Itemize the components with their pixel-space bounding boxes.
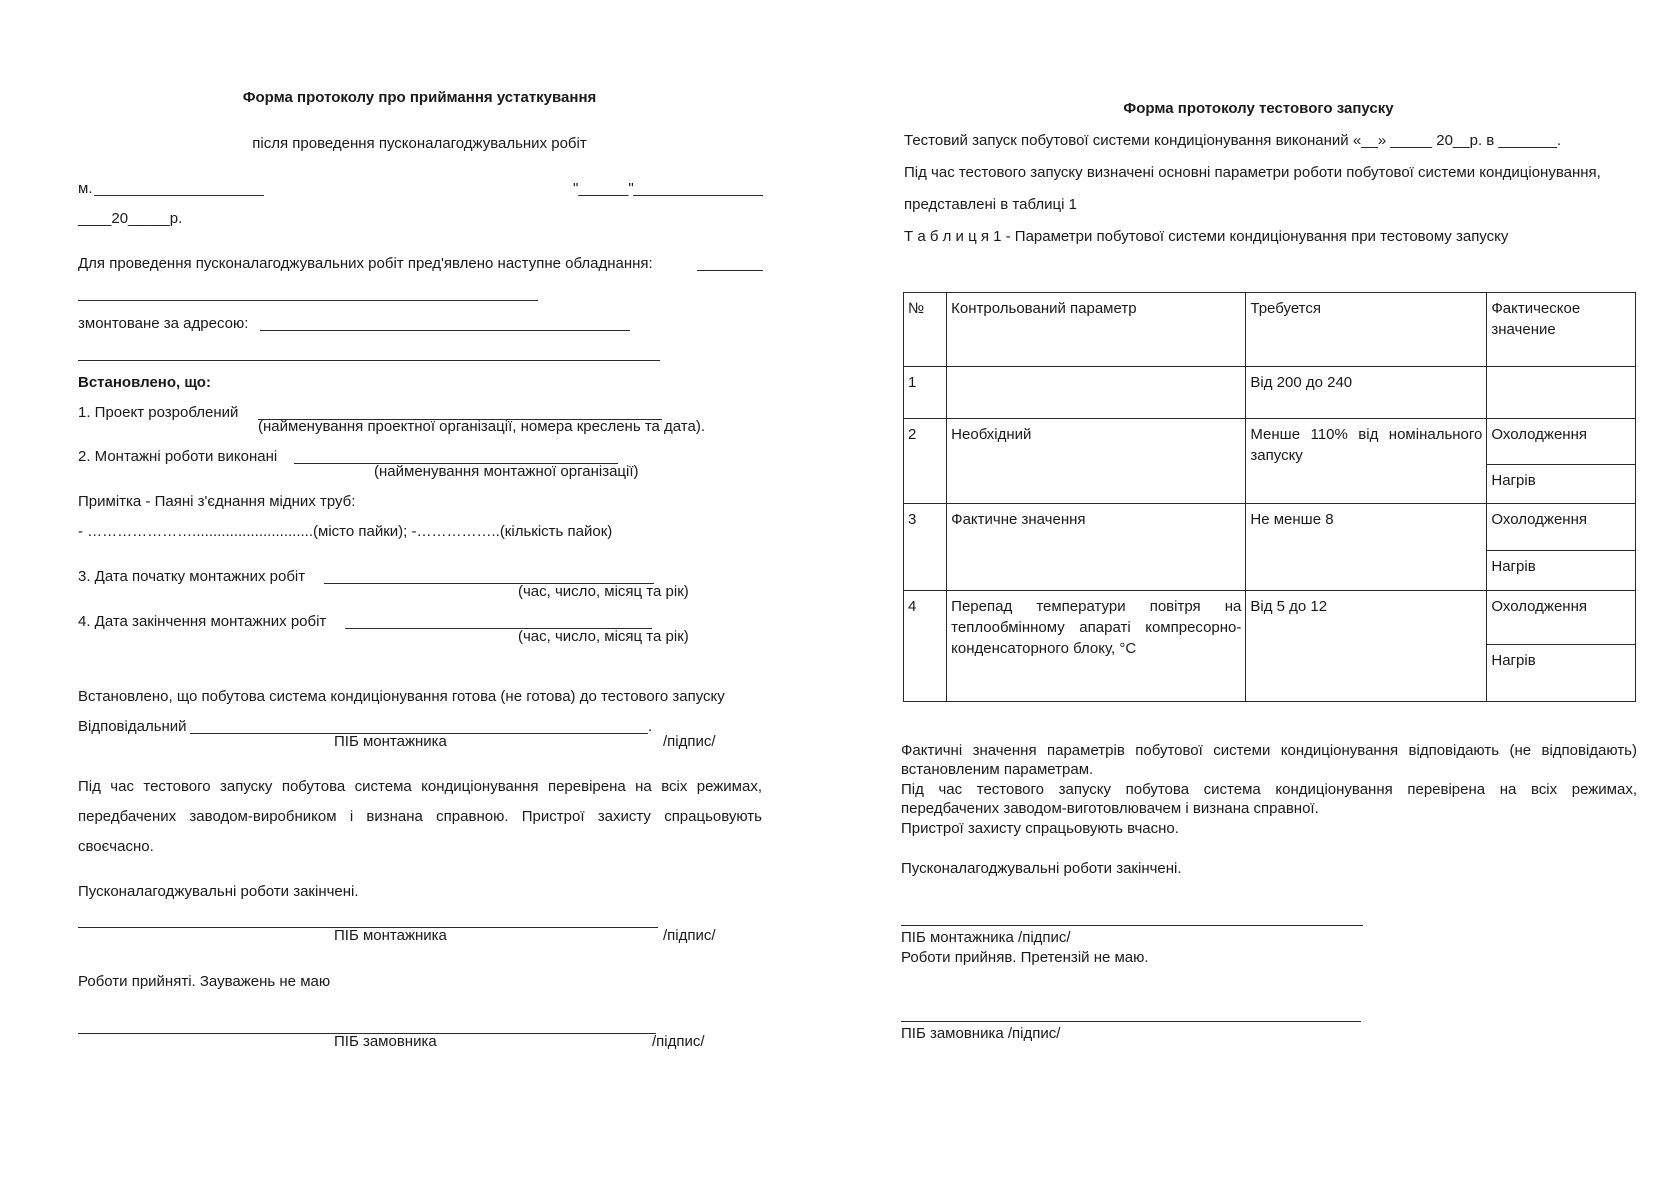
responsible-caption: ПІБ монтажника [334,733,447,750]
conclusion-line-5: Пристрої захисту спрацьовують вчасно. [901,820,1179,837]
conclusion-line-4: передбачених заводом-виготовлювачем і визнана справної. [901,800,1319,817]
row-actual-heating[interactable]: Нагрів [1487,645,1636,702]
row-param: Перепад температури повітря на теплообмінному апараті компресорно-конденсаторного блоку, °С [947,591,1246,702]
finished-text: Пусконалагоджувальні роботи закінчені. [78,883,359,900]
finished-text: Пусконалагоджувальні роботи закінчені. [901,860,1182,877]
date-field[interactable] [633,195,763,196]
city-label: м. [78,180,93,197]
installer-sign-field[interactable] [901,925,1363,926]
header-actual: Фактическое значение [1487,293,1636,367]
table-header-row [904,293,1636,367]
row-num: 2 [904,419,947,504]
signature-2: /підпис/ [663,927,716,944]
header-required: Требуется [1246,293,1487,367]
row-actual-heating[interactable]: Нагрів [1487,465,1636,504]
test-para-line-1: Під час тестового запуску побутова система кондиціонування перевірена на всіх режимах, [78,778,762,795]
params-line-cont: представлені в таблиці 1 [904,196,1077,213]
city-field[interactable] [94,195,264,196]
test-run-protocol-form [839,0,1678,1191]
table-row [904,367,1636,419]
equipment-text: Для проведення пусконалагоджувальних робіт пред'явлено наступне обладнання: [78,255,653,272]
customer-signature: ПІБ замовника /підпис/ [901,1025,1061,1042]
item2-label: 2. Монтажні роботи виконані [78,448,278,465]
installer-caption: ПІБ монтажника [334,927,447,944]
date-quote: "______" [573,180,634,197]
conclusion-line-1: Фактичні значення параметрів побутової системи кондиціонування відповідають (не відповідають) [901,742,1637,759]
row-actual[interactable] [1487,367,1636,419]
item4-hint: (час, число, місяц та рік) [518,628,689,645]
item3-label: 3. Дата початку монтажних робіт [78,568,306,585]
signature-3: /підпис/ [652,1033,705,1050]
year-line: ____20_____р. [78,210,183,227]
row-required: Менше 110% від номінального запуску [1246,419,1487,504]
item1-label: 1. Проект розроблений [78,404,239,421]
table-row [904,419,1636,465]
customer-caption: ПІБ замовника [334,1033,437,1050]
table-caption: Т а б л и ц я 1 - Параметри побутової системи кондиціонування при тестовому запуску [904,228,1509,245]
signature-1: /підпис/ [663,733,716,750]
row-actual-cooling[interactable]: Охолодження [1487,504,1636,551]
accepted-text: Роботи прийняв. Претензій не маю. [901,949,1149,966]
equipment-field[interactable] [697,270,763,271]
address-field-cont[interactable] [78,360,660,361]
left-subtitle: після проведення пусконалагоджувальних робіт [252,135,587,152]
installer-signature: ПІБ монтажника /підпис/ [901,929,1071,946]
responsible-label: Відповідальний [78,718,187,735]
left-title: Форма протоколу про приймання устаткування [242,89,597,106]
item2-hint: (найменування монтажної організації) [374,463,639,480]
row-num: 4 [904,591,947,702]
table-row [904,504,1636,551]
item3-hint: (час, число, місяц та рік) [518,583,689,600]
equipment-field-cont[interactable] [78,300,538,301]
row-actual-cooling[interactable]: Охолодження [1487,419,1636,465]
conclusion-line-3: Під час тестового запуску побутова система кондиціонування перевірена на всіх режимах, [901,781,1637,798]
row-actual-heating[interactable]: Нагрів [1487,551,1636,591]
table-row [904,591,1636,645]
address-label: змонтоване за адресою: [78,315,249,332]
address-field[interactable] [260,330,630,331]
item1-hint: (найменування проектної організації, номера креслень та дата). [258,418,706,435]
row-required: Від 200 до 240 [1246,367,1487,419]
responsible-dot: . [648,718,653,735]
right-title: Форма протоколу тестового запуску [1123,100,1394,117]
row-actual-cooling[interactable]: Охолодження [1487,591,1636,645]
parameters-table [903,292,1636,702]
customer-sign-field[interactable] [901,1021,1361,1022]
test-run-line: Тестовий запуск побутової системи кондиціонування виконаний «__» _____ 20__р. в _______. [904,132,1561,149]
test-para-line-2: передбачених заводом-виробником і визнана справною. Пристрої захисту спрацьовують [78,808,762,825]
header-num: № [904,293,947,367]
row-num: 3 [904,504,947,591]
conclusion-line-2: встановленим параметрам. [901,761,1094,778]
note-label: Примітка - Паяні з'єднання мідних труб: [78,493,356,510]
row-param: Фактичне значення [947,504,1246,591]
params-line: Під час тестового запуску визначені основні параметри роботи побутової системи кондиціонування, [904,164,1601,181]
accepted-text: Роботи прийняті. Зауважень не маю [78,973,331,990]
row-num: 1 [904,367,947,419]
row-required: Не менше 8 [1246,504,1487,591]
note-line: - ………………….............................(місто пайки); -……………..(кількість пайок) [78,523,613,540]
item4-label: 4. Дата закінчення монтажних робіт [78,613,327,630]
row-param[interactable] [947,367,1246,419]
header-param: Контрольований параметр [947,293,1246,367]
test-para-line-3: своєчасно. [78,838,154,855]
row-param: Необхідний [947,419,1246,504]
ready-text: Встановлено, що побутова система кондиціонування готова (не готова) до тестового запуску [78,688,725,705]
established-heading: Встановлено, що: [78,374,211,391]
row-required: Від 5 до 12 [1246,591,1487,702]
